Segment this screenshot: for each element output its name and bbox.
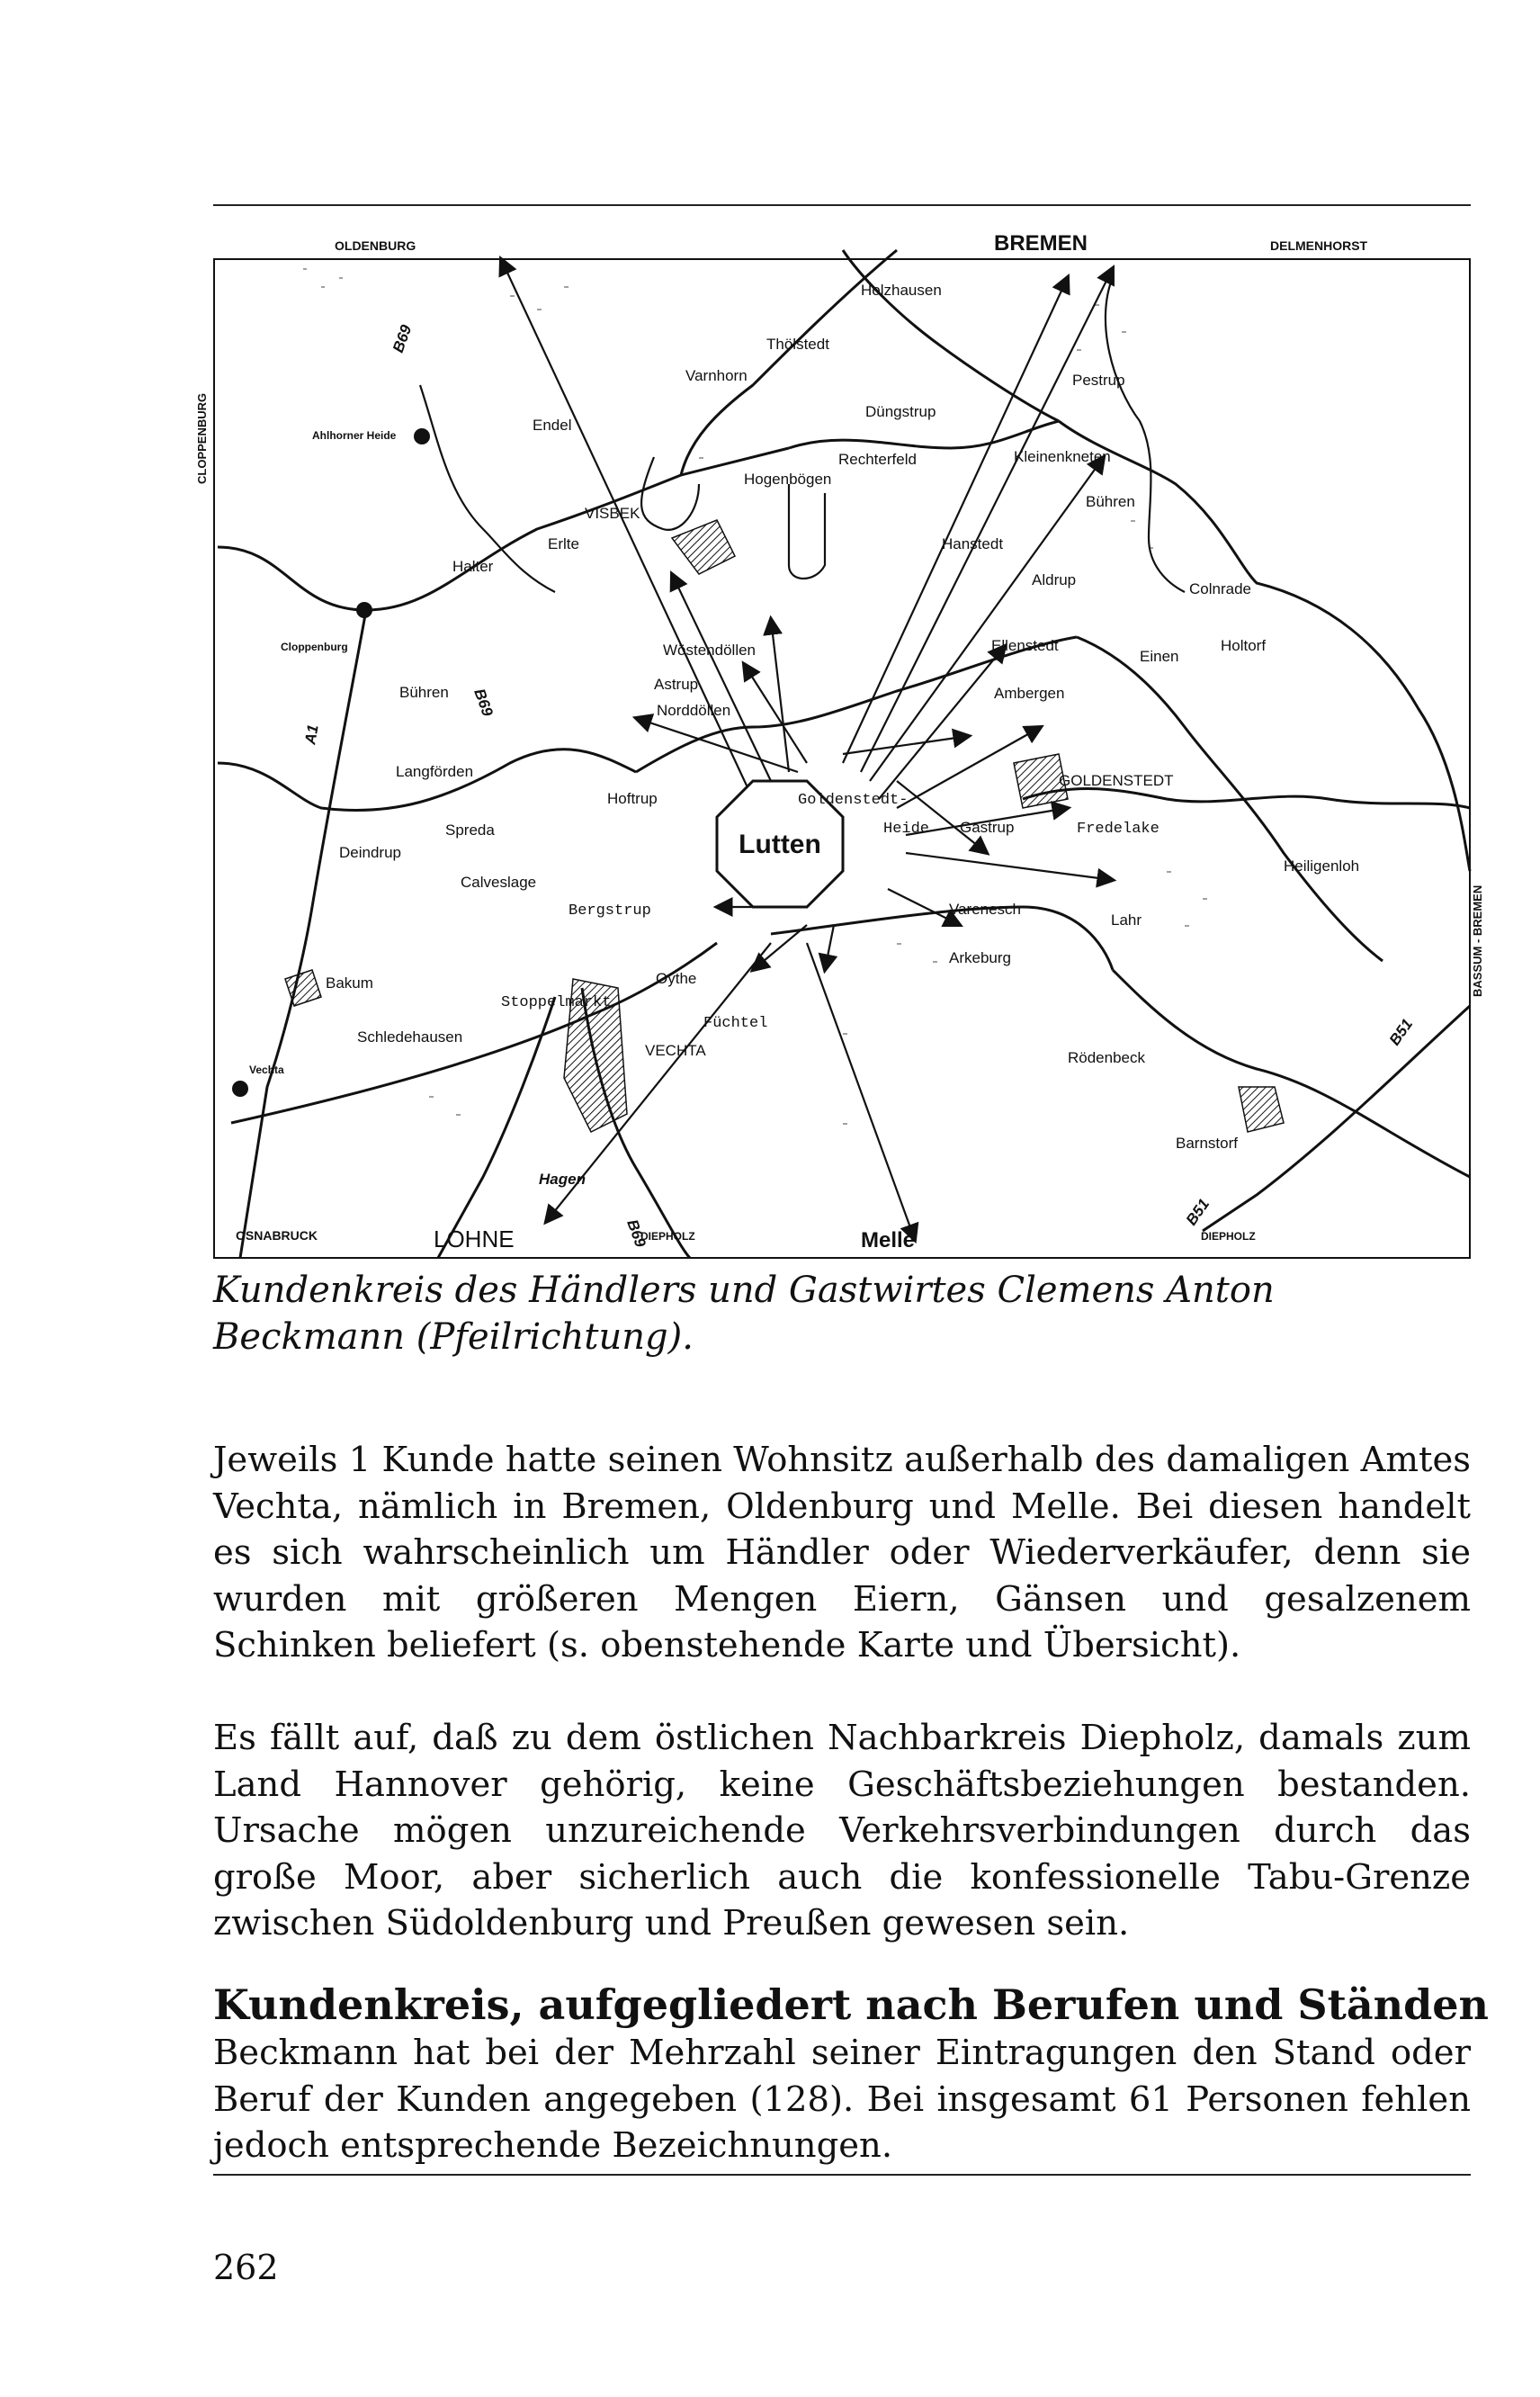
label-bassum-bremen: BASSUM - BREMEN — [1471, 884, 1484, 997]
edge-labels — [195, 231, 1484, 1252]
place-label: Barnstorf — [1176, 1135, 1238, 1152]
place-label: Thölstedt — [766, 336, 829, 353]
section-heading: Kundenkreis, aufgegliedert nach Berufen und Ständen — [213, 1980, 1490, 2029]
road-label: B69 — [623, 1216, 649, 1250]
road-label: A1 — [301, 723, 322, 746]
river-lines — [420, 277, 1185, 592]
label-diepholz-2: DIEPHOLZ — [1201, 1230, 1256, 1243]
place-label: Rechterfeld — [838, 451, 917, 468]
place-label: VISBEK — [585, 505, 640, 522]
map-frame — [214, 259, 1470, 1258]
place-label: Calveslage — [461, 874, 537, 891]
label-lohne: LOHNE — [434, 1225, 515, 1252]
place-label: VECHTA — [645, 1042, 706, 1059]
place-label: Gastrup — [960, 819, 1015, 836]
road-label: B51 — [1182, 1195, 1213, 1229]
place-label: Düngstrup — [865, 403, 936, 420]
road-label: B69 — [470, 686, 497, 719]
place-label: Stoppelmarkt — [501, 994, 612, 1011]
place-label: Holzhausen — [861, 282, 942, 299]
label-diepholz-1: DIEPHOLZ — [640, 1230, 695, 1243]
place-label: Spreda — [445, 821, 495, 839]
place-label: Bakum — [326, 974, 373, 992]
label-osnabruck: OSNABRUCK — [236, 1228, 318, 1243]
map-caption: Kundenkreis des Händlers und Gastwirtes Clemens Anton Beckmann (Pfeilrichtung). — [213, 1270, 1275, 1358]
place-label: Arkeburg — [949, 949, 1011, 966]
paragraph: Jeweils 1 Kunde hatte seinen Wohnsitz außerhalb des damaligen Amtes Vechta, nämlich in Bremen, Oldenburg und Melle. Bei diesen handelt es sich wahrscheinlich um Händler oder Wiederverkäufer, denn sie wurden mit größeren Mengen Eiern, Gänsen und gesalzenem Schinken beliefert (s. obenstehende Karte und Übersicht). — [213, 1440, 1471, 1665]
place-label: Endel — [533, 417, 572, 434]
place-label: Wöstendöllen — [663, 642, 757, 659]
place-label: Norddöllen — [657, 702, 731, 719]
paragraph: Es fällt auf, daß zu dem östlichen Nachbarkreis Diepholz, damals zum Land Hannover gehörig, keine Geschäftsbeziehungen bestanden. Ursache mögen unzureichende Verkehrsverbindungen durch das große Moor, aber sicherlich auch die konfessionelle Tabu-Grenze zwischen Südoldenburg und Preußen gewesen sein. — [213, 1718, 1471, 1944]
place-label: Deindrup — [339, 844, 401, 861]
place-label: Oythe — [656, 970, 697, 987]
place-label: Holtorf — [1221, 637, 1267, 654]
place-label: Heide — [883, 821, 930, 838]
road-label: B69 — [389, 322, 416, 355]
place-label: Fredelake — [1077, 821, 1159, 838]
place-label: Astrup — [654, 676, 699, 693]
bottom-rule — [213, 2174, 1471, 2176]
place-label: Bühren — [1086, 493, 1135, 510]
place-label: Cloppenburg — [281, 641, 348, 653]
place-label: Hanstedt — [942, 535, 1004, 552]
place-label: Bühren — [399, 684, 449, 701]
place-label: Colnrade — [1189, 580, 1251, 597]
place-label: Vechta — [249, 1064, 284, 1076]
place-label: Varenesch — [949, 901, 1022, 918]
place-label: Hoftrup — [607, 790, 658, 807]
place-label: Lahr — [1111, 911, 1142, 929]
place-label: Langförden — [396, 763, 474, 780]
label-bremen: BREMEN — [994, 231, 1088, 256]
label-oldenburg: OLDENBURG — [335, 238, 416, 253]
road-label: B51 — [1385, 1015, 1417, 1049]
page-number: 262 — [213, 2248, 279, 2287]
place-label: Einen — [1140, 648, 1179, 665]
place-label: Goldenstedt- — [798, 792, 909, 809]
place-label: Ahlhorner Heide — [312, 429, 397, 442]
place-label: Hagen — [539, 1171, 586, 1188]
customer-map — [195, 223, 1484, 1258]
place-label: Aldrup — [1032, 571, 1077, 588]
place-label: Varnhorn — [685, 367, 748, 384]
place-label: GOLDENSTEDT — [1059, 772, 1174, 789]
lutten-label: Lutten — [739, 830, 821, 859]
label-delmenhorst: DELMENHORST — [1270, 238, 1368, 253]
place-label: Kleinenkneten — [1014, 448, 1111, 465]
paragraph: Beckmann hat bei der Mehrzahl seiner Eintragungen den Stand oder Beruf der Kunden angegeben (128). Bei insgesamt 61 Personen fehlen jedoch entsprechende Bezeichnungen. — [213, 2033, 1471, 2166]
place-label: Ellenstedt — [991, 637, 1059, 654]
top-rule — [213, 204, 1471, 206]
place-label: Schledehausen — [357, 1028, 463, 1046]
place-label: Halter — [452, 558, 494, 575]
place-label: Rödenbeck — [1068, 1049, 1146, 1066]
place-label: Heiligenloh — [1284, 857, 1360, 875]
label-cloppenburg: CLOPPENBURG — [195, 392, 209, 484]
place-label: Füchtel — [703, 1015, 768, 1032]
place-label: Hogenbögen — [744, 471, 832, 488]
place-label: Bergstrup — [569, 902, 651, 920]
place-label: Ambergen — [994, 685, 1065, 702]
place-label: Erlte — [548, 535, 579, 552]
place-labels — [249, 282, 1359, 1188]
label-melle: Melle — [861, 1228, 916, 1252]
place-label: Pestrup — [1072, 372, 1125, 389]
